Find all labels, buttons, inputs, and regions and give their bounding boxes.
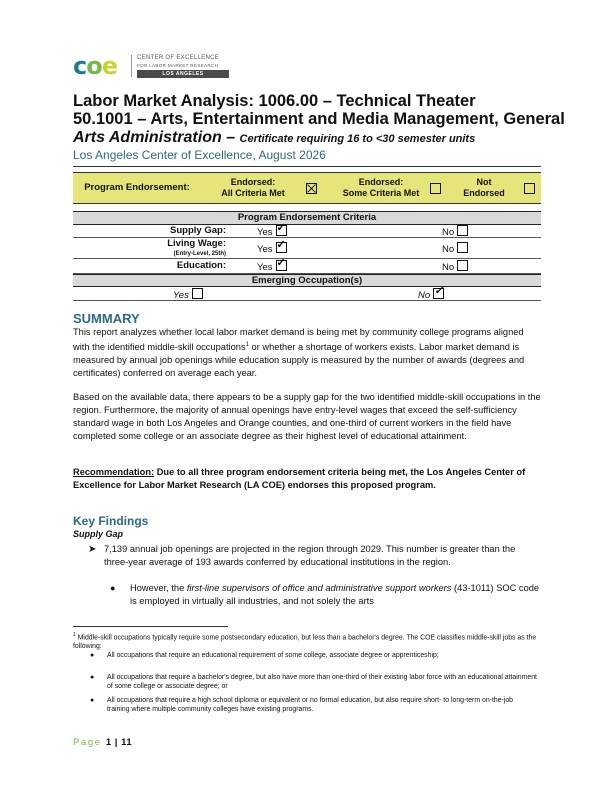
wage-sublabel: (Entry-Level, 25th) [173, 251, 226, 257]
logo-line1: CENTER OF EXCELLENCE [137, 55, 220, 61]
footnote-item-text: All occupations that require an educational requirement of some college, associate degree or apprenticeship; [107, 652, 439, 659]
subtitle: Los Angeles Center of Excellence, August 2026 [73, 148, 326, 162]
page-number-value: 1 | 11 [105, 737, 133, 748]
dot-bullet-icon: ● [90, 697, 95, 704]
criteria-row-education [73, 259, 541, 274]
finding-bullet-2-text [130, 582, 540, 608]
checkbox-all-criteria[interactable] [306, 183, 317, 194]
no-text: No [442, 262, 455, 273]
option-not-line2: Endorsed [463, 188, 505, 198]
endorsement-option-some [331, 177, 431, 199]
checkbox-not-endorsed[interactable] [524, 183, 535, 194]
checkbox-emerging-yes[interactable] [192, 288, 203, 299]
recommendation [73, 466, 541, 492]
summary-heading: SUMMARY [73, 311, 140, 326]
footnote-item-text: All occupations that require a bachelor's degree, but also have more than one-third of their existing labor force with an educational attainment of some college or associate degree; or [107, 674, 537, 690]
title-line3-sub: Certificate requiring 16 to <30 semester units [239, 133, 476, 145]
supply-gap-subheading: Supply Gap [73, 529, 124, 539]
yes-text: Yes [173, 290, 189, 301]
yes-text: Yes [257, 227, 273, 238]
recommendation-text: Due to all three program endorsement criteria being met, the Los Angeles Center of Excellence for Labor Market Research (LA COE) endorses this proposed program. [73, 467, 526, 490]
no-text: No [418, 290, 431, 301]
emerging-yes [173, 288, 203, 301]
footnote-item-text: All occupations that require a high school diploma or equivalent or no formal education, but also require short- to long-term on-the-job training where multiple community colleges have existing programs. [107, 697, 514, 713]
summary-paragraph-1 [73, 326, 541, 380]
endorsement-option-not [453, 177, 515, 199]
title-line3 [73, 129, 475, 147]
option-all-line1: Endorsed: [230, 177, 276, 187]
option-all-line2: All Criteria Met [221, 188, 285, 198]
logo-line2: FOR LABOR MARKET RESEARCH [137, 63, 219, 68]
emerging-no [418, 288, 444, 301]
dot-bullet-icon: ● [90, 652, 95, 659]
criteria-no [442, 225, 468, 238]
key-findings-heading: Key Findings [73, 514, 149, 528]
criteria-heading: Program Endorsement Criteria [73, 211, 541, 225]
coe-logo-mark [73, 53, 117, 79]
logo-divider [131, 55, 132, 77]
criteria-row-wage [73, 238, 541, 259]
arrow-bullet-icon: ➤ [88, 544, 97, 555]
p1-text-a: This report analyzes whether local labor market demand is being met by community college programs aligned with the identified middle-skill occupations [73, 327, 524, 353]
endorsement-option-all [203, 177, 303, 199]
finding-bullet-1-text: 7,139 annual job openings are projected in the region through 2029. This number is greater than the three-year average of 193 awards conferred by educational institutions in the region. [104, 544, 516, 567]
yes-text: Yes [257, 244, 273, 255]
checkbox-education-yes[interactable] [276, 260, 287, 271]
criteria-label: Supply Gap: [170, 225, 226, 236]
option-not-line1: Not [476, 177, 492, 187]
option-some-line1: Endorsed: [358, 177, 404, 187]
no-text: No [442, 227, 455, 238]
checkbox-supply-yes[interactable] [276, 225, 287, 236]
wage-label: Living Wage: [167, 238, 226, 249]
criteria-table [73, 211, 541, 301]
footnote [73, 631, 541, 651]
footnote-text: Middle-skill occupations typically require some postsecondary education, but less than a bachelor's degree. The COE classifies middle-skill jobs as the following: [73, 634, 537, 651]
coe-logo [73, 53, 233, 83]
footnote-rule [73, 626, 228, 627]
criteria-no [442, 242, 468, 255]
logo-letter-c: c [73, 52, 87, 80]
criteria-yes [257, 260, 287, 273]
checkbox-some-criteria[interactable] [430, 183, 441, 194]
dot-bullet-icon: ● [90, 674, 95, 681]
b2-a: However, the [130, 583, 187, 593]
logo-bar: LOS ANGELES [137, 70, 229, 78]
checkbox-wage-no[interactable] [457, 242, 468, 253]
logo-letter-e: e [101, 52, 118, 80]
checkbox-education-no[interactable] [457, 260, 468, 271]
endorsement-bar [73, 172, 541, 204]
emerging-heading: Emerging Occupation(s) [73, 274, 541, 287]
criteria-no [442, 260, 468, 273]
checkbox-emerging-no[interactable] [433, 288, 444, 299]
yes-text: Yes [257, 262, 273, 273]
title-line3-main: Arts Administration – [73, 129, 236, 146]
criteria-label: Education: [176, 260, 226, 271]
title-line1: Labor Market Analysis: 1006.00 – Technical Theater [73, 92, 476, 110]
criteria-yes [257, 225, 287, 238]
checkbox-wage-yes[interactable] [276, 242, 287, 253]
p2-text: Based on the available data, there appears to be a supply gap for the two identified middle-skill occupations in the region. Furthermore, the majority of annual openings have entry-level wages that exceed the self-sufficiency standard wage in both Los Angeles and Orange counties, and one-third of current workers in the field have completed some college or an associate degree as their highest level of educational attainment. [73, 392, 541, 441]
b2-em: first-line supervisors of office and administrative support workers [186, 583, 452, 593]
dot-bullet-icon: ● [110, 583, 116, 593]
title-rule [73, 166, 541, 167]
summary-paragraph-2 [73, 391, 541, 443]
criteria-label [167, 239, 226, 259]
no-text: No [442, 244, 455, 255]
page-label: Page [73, 737, 102, 748]
criteria-row-supply [73, 225, 541, 238]
b2-b: (43-1011) SOC code is employed in virtually all industries, and not solely the arts [130, 583, 540, 606]
checkbox-supply-no[interactable] [457, 225, 468, 236]
footnote-number: 1 [73, 632, 76, 638]
endorsement-label: Program Endorsement: [84, 182, 190, 193]
emerging-row [73, 287, 541, 301]
p1-text-b: or whether a shortage of workers exists. Labor market demand is measured by annual job openings while education supply is measured by the number of awards (degrees and certificates) conferred on average each year. [73, 342, 525, 379]
page-number [73, 737, 132, 748]
title-line2: 50.1001 – Arts, Entertainment and Media Management, General [73, 110, 565, 128]
option-some-line2: Some Criteria Met [342, 188, 420, 198]
logo-letter-o: o [86, 52, 102, 80]
recommendation-label: Recommendation: [73, 467, 155, 477]
criteria-yes [257, 242, 287, 255]
footnote-ref[interactable]: 1 [245, 342, 249, 348]
